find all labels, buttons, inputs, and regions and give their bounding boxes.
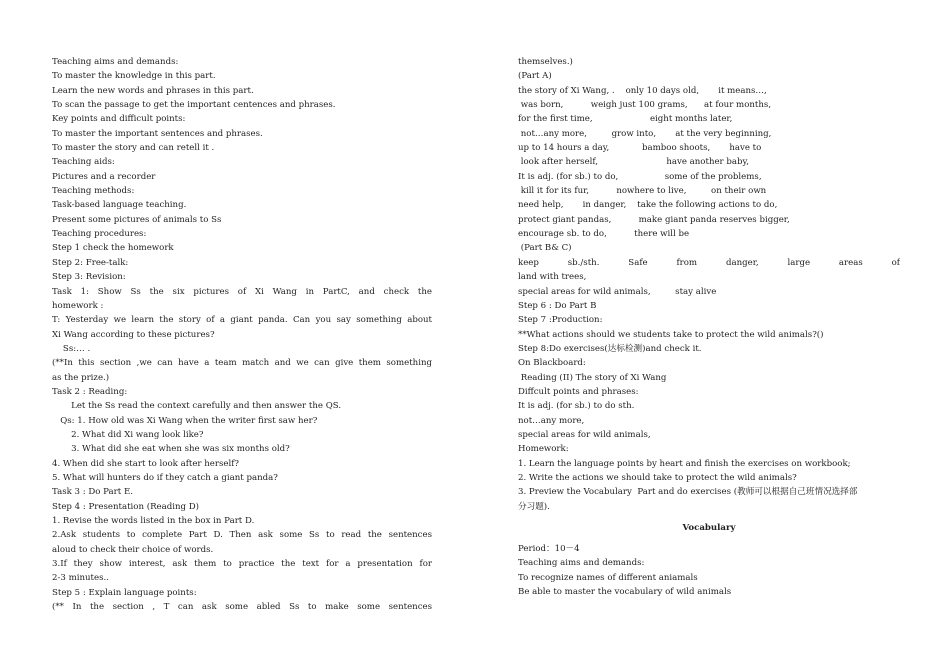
text-line: as the prize.) xyxy=(52,372,110,383)
text-line: 3.If they show interest, ask them to practice the text for a presentation for xyxy=(52,559,432,570)
text-line: keep sb./sth. Safe from danger, large areas of xyxy=(518,257,900,268)
right-column xyxy=(518,55,900,599)
text-line: Diffcult points and phrases: xyxy=(518,386,639,397)
text-line: themselves.) xyxy=(518,57,573,67)
text-line: 1. Learn the language points by heart and finish the exercises on workbook; xyxy=(518,458,851,469)
text-line: Step 7 :Production: xyxy=(518,315,603,326)
text-line: the story of Xi Wang, . only 10 days old, it means…, xyxy=(518,85,767,96)
text-line: To master the story and can retell it . xyxy=(52,143,215,154)
text-line: 分习题). xyxy=(518,501,550,512)
text-line: Step 2: Free-talk: xyxy=(52,257,129,268)
text-line: Teaching procedures: xyxy=(52,229,147,240)
text-line: kill it for its fur, nowhere to live, on their own xyxy=(518,186,767,197)
text-line: Qs: 1. How old was Xi Wang when the writer first saw her? xyxy=(52,415,318,426)
text-line: To master the important sentences and phrases. xyxy=(52,128,263,139)
text-line: Task 2 : Reading: xyxy=(52,386,128,397)
text-line: 2-3 minutes.. xyxy=(52,573,109,584)
text-line: not…any more, xyxy=(518,415,585,426)
text-line: (**In this section ,we can have a team match and we can give them something xyxy=(52,358,432,369)
text-line: Step 4 : Presentation (Reading D) xyxy=(52,501,200,512)
text-line: aloud to check their choice of words. xyxy=(52,544,214,555)
text-line: Step 8:Do exercises(达标检测)and check it. xyxy=(518,343,702,354)
text-line: Step 3: Revision: xyxy=(52,272,126,283)
text-line: Let the Ss read the context carefully and then answer the QS. xyxy=(52,401,342,412)
text-line: Task 3 : Do Part E. xyxy=(52,487,133,498)
text-line: To scan the passage to get the important centences and phrases. xyxy=(52,100,336,111)
text-line: for the first time, eight months later, xyxy=(518,114,733,125)
text-line: 2. Write the actions we should take to protect the wild animals? xyxy=(518,472,797,483)
text-line: land with trees, xyxy=(518,272,587,283)
text-line: up to 14 hours a day, bamboo shoots, have to xyxy=(518,143,762,154)
text-line: Period：10－4 xyxy=(518,544,580,554)
text-line: homework : xyxy=(52,300,104,311)
text-line: Teaching aids: xyxy=(52,157,115,168)
text-line: It is adj. (for sb.) to do, some of the problems, xyxy=(518,171,762,182)
text-line: special areas for wild animals, xyxy=(518,429,651,440)
text-line: Xi Wang according to these pictures? xyxy=(52,329,215,340)
text-line: need help, in danger, take the following actions to do, xyxy=(518,200,778,211)
text-line: encourage sb. to do, there will be xyxy=(518,229,690,240)
text-line: was born, weigh just 100 grams, at four months, xyxy=(518,100,772,111)
left-column xyxy=(52,55,432,614)
text-line: 3. Preview the Vocabulary Part and do exercises (教师可以根据自己班情况选择部 xyxy=(518,487,858,498)
text-line: 1. Revise the words listed in the box in Part D. xyxy=(52,516,255,526)
right-column-bottom xyxy=(518,542,900,599)
text-line: **What actions should we students take to protect the wild animals?() xyxy=(518,329,824,340)
text-line: Pictures and a recorder xyxy=(52,171,156,182)
text-line: 2. What did Xi wang look like? xyxy=(52,429,204,440)
text-line: Task-based language teaching. xyxy=(52,200,187,211)
text-line: On Blackboard: xyxy=(518,358,586,369)
text-line: It is adj. (for sb.) to do sth. xyxy=(518,401,635,412)
text-line: T: Yesterday we learn the story of a giant panda. Can you say something about xyxy=(52,315,432,326)
text-line: Key points and difficult points: xyxy=(52,114,186,125)
text-line: Teaching aims and demands: xyxy=(518,558,645,569)
text-line: Learn the new words and phrases in this part. xyxy=(52,85,254,96)
text-line: Ss:… . xyxy=(52,343,91,354)
text-line: Teaching aims and demands: xyxy=(52,57,179,67)
text-line: Step 1 check the homework xyxy=(52,243,174,254)
text-line: 3. What did she eat when she was six months old? xyxy=(52,444,290,455)
text-line: Step 6 : Do Part B xyxy=(518,300,597,311)
text-line: Task 1: Show Ss the six pictures of Xi Wang in PartC, and check the xyxy=(52,286,432,297)
text-line: special areas for wild animals, stay alive xyxy=(518,286,717,297)
text-line: look after herself, have another baby, xyxy=(518,157,749,168)
text-line: To master the knowledge in this part. xyxy=(52,71,216,82)
text-line: To recognize names of different aniamals xyxy=(518,572,698,583)
text-line: Be able to master the vocabulary of wild animals xyxy=(518,587,732,598)
text-line: (Part A) xyxy=(518,71,552,82)
text-line: 4. When did she start to look after herself? xyxy=(52,458,240,469)
text-line: not…any more, grow into, at the very beginning, xyxy=(518,128,772,139)
text-line: 2.Ask students to complete Part D. Then ask some Ss to read the sentences xyxy=(52,530,432,541)
text-line: 5. What will hunters do if they catch a giant panda? xyxy=(52,472,278,483)
text-line: Step 5 : Explain language points: xyxy=(52,587,197,598)
text-line: (** In the section , T can ask some abled Ss to make some sentences xyxy=(52,602,432,613)
text-line: Teaching methods: xyxy=(52,186,135,197)
text-line: (Part B& C) xyxy=(518,243,572,254)
text-line: Present some pictures of animals to Ss xyxy=(52,214,222,225)
text-line: Reading (II) The story of Xi Wang xyxy=(518,372,667,383)
text-line: protect giant pandas, make giant panda reserves bigger, xyxy=(518,214,790,225)
text-line: Homework: xyxy=(518,444,569,455)
section-heading-vocabulary: Vocabulary xyxy=(682,523,736,533)
right-column-top xyxy=(518,55,900,514)
